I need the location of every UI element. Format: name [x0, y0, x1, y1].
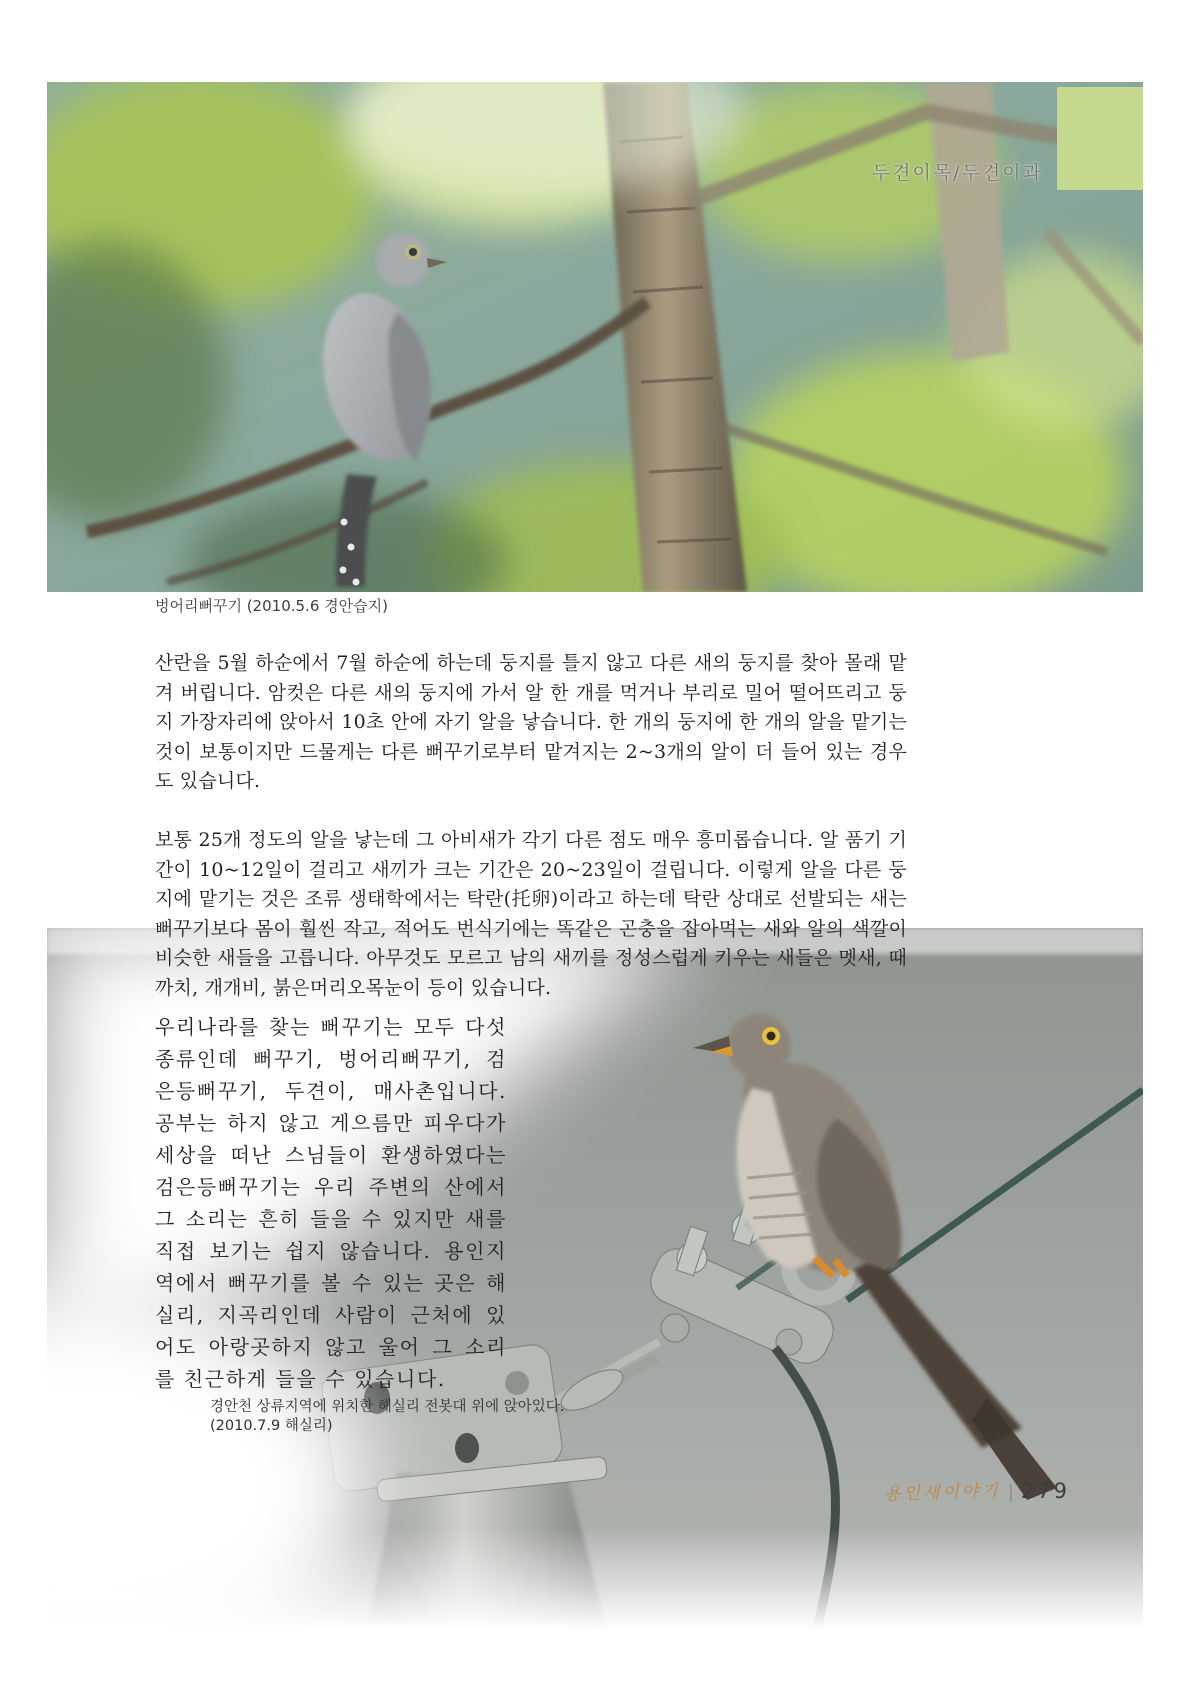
bird-eye: [409, 248, 417, 256]
bottom-photo-caption-line2: (2010.7.9 해실리): [210, 1418, 333, 1434]
top-photo-caption: 벙어리뻐꾸기 (2010.5.6 경안습지): [155, 597, 388, 615]
bottom-photo-caption: [210, 1398, 564, 1436]
bird-eye: [767, 1032, 776, 1041]
bird-head: [727, 1014, 791, 1078]
paragraph-egg-laying: 산란을 5월 하순에서 7월 하순에 하는데 둥지를 틀지 않고 다른 새의 둥지를 찾아 몰래 맡겨 버립니다. 암컷은 다른 새의 둥지에 가서 알 한 개를 먹거나 부리로 밀어 떨어뜨리고 둥지 가장자리에 앉아서 10초 안에 자기 알을 낳습니다. 한 개의 둥지에 한 개의 알을 맡기는 것이 보통이지만 드물게는 다른 뻐꾸기로부터 맡겨지는 2~3개의 알이 더 들어 있는 경우도 있습니다.: [155, 652, 907, 793]
page-footer: [840, 1478, 1070, 1508]
taxonomy-header: 두견이목/두견이과: [871, 162, 1043, 184]
bird-head: [376, 233, 430, 287]
paragraph-brood-parasitism: 보통 25개 정도의 알을 낳는데 그 아비새가 각기 다른 점도 매우 흥미롭습니다. 알 품기 기간이 10~12일이 걸리고 새끼가 크는 기간은 20~23일이 걸립니다. 이렇게 알을 다른 둥지에 맡기는 것은 조류 생태학에서는 탁란(托卵)이라고 하는데 탁란 상대로 선발되는 새는 뻐꾸기보다 몸이 훨씬 작고, 적어도 번식기에는 똑같은 곤충을 잡아먹는 새와 알의 색깔이 비슷한 새들을 고릅니다. 아무것도 모르고 남의 새끼를 정성스럽게 키우는 새들은 멧새, 때까치, 개개비, 붉은머리오목눈이 등이 있습니다.: [155, 829, 907, 999]
chapter-tab: [1057, 87, 1143, 190]
bottom-photo-caption-line1: 경안천 상류지역에 위치한 해실리 전봇대 위에 앉아있다.: [210, 1399, 565, 1415]
paragraph-korean-cuckoo-species: 우리나라를 찾는 뻐꾸기는 모두 다섯 종류인데 뻐꾸기, 벙어리뻐꾸기, 검은등뻐꾸기, 두견이, 매사촌입니다. 공부는 하지 않고 게으름만 피우다가 세상을 떠난 스님들이 환생하였다는 검은등뻐꾸기는 우리 주변의 산에서 그 소리는 흔히 들을 수 있지만 새를 직접 보기는 쉽지 않습니다. 용인지역에서 뻐꾸기를 볼 수 있는 곳은 해실리, 지곡리인데 사람이 근처에 있어도 아랑곳하지 않고 울어 그 소리를 친근하게 들을 수 있습니다.: [155, 1015, 507, 1391]
bottom-fade: [47, 1528, 1143, 1630]
top-photo-cuckoo-on-branch: [47, 82, 1143, 592]
page-number: 279: [1020, 1479, 1070, 1503]
footer-separator: |: [1007, 1482, 1014, 1503]
book-title: 용인새이야기: [884, 1481, 1002, 1505]
